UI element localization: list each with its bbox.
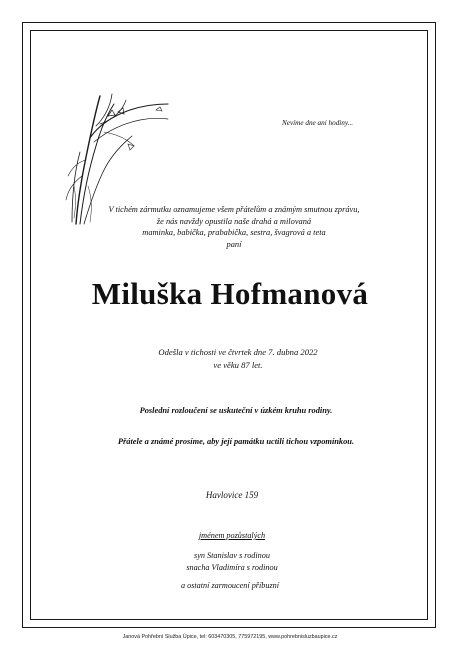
other-relatives: a ostatní zarmoucení příbuzní: [180, 581, 280, 590]
epigraph: Nevíme dne ani hodiny...: [282, 119, 354, 127]
relative-item: syn Stanislav s rodinou: [194, 551, 270, 560]
death-notice: [8, 346, 460, 371]
farewell-announcement: Poslední rozloučení se uskuteční v úzkém kruhu rodiny.: [139, 406, 333, 415]
intro-line: že nás navždy opustila naše drahá a milovaná: [156, 216, 312, 226]
remembrance-request: Přátele a známé prosíme, aby její památku uctili tichou vzpomínkou.: [117, 437, 355, 446]
intro-text: [4, 204, 460, 250]
address: Havlovice 159: [205, 490, 259, 500]
signed-by: jménem pozůstalých: [198, 531, 266, 540]
death-line: Odešla v tichosti ve čtvrtek dne 7. dubna 2022: [158, 347, 318, 357]
deceased-name: Miluška Hofmanová: [91, 276, 369, 311]
relative-item: snacha Vladimíra s rodinou: [186, 563, 278, 572]
intro-line: V tichém zármutku oznamujeme všem přátelům a známým smutnou zprávu,: [108, 205, 360, 214]
intro-line: paní: [226, 239, 242, 249]
relatives-list: [2, 550, 460, 574]
intro-line: maminka, babička, prababička, sestra, švagrová a teta: [142, 228, 326, 238]
death-line: ve věku 87 let.: [213, 359, 263, 370]
funeral-service-footer: Janová Pohřební Služba Úpice, tel: 603470305, 775972195, www.pohrebnisluzbaupice.cz: [122, 634, 338, 640]
